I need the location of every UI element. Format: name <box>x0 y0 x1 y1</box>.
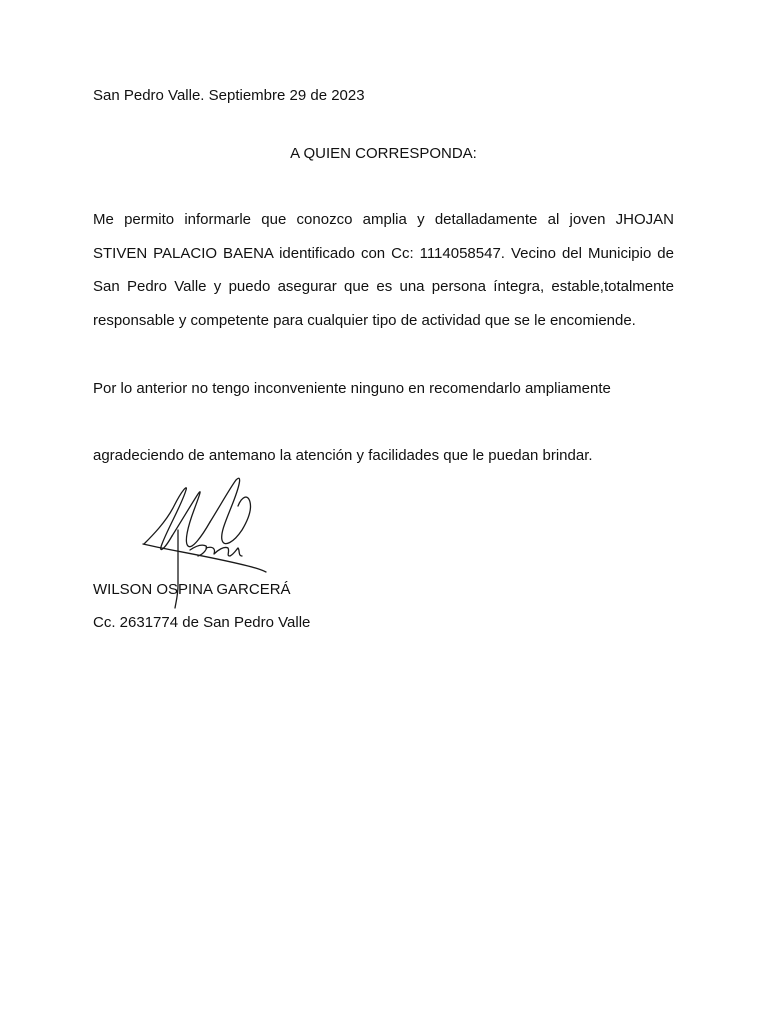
salutation: A QUIEN CORRESPONDA: <box>290 145 477 162</box>
paragraph-1-line: STIVEN PALACIO BAENA identificado con Cc: 1114058547. Vecino del Municipio de <box>93 244 674 262</box>
paragraph-3: agradeciendo de antemano la atención y facilidades que le puedan brindar. <box>93 447 593 464</box>
signer-name: WILSON OSPINA GARCERÁ <box>93 581 291 598</box>
paragraph-1-line: Me permito informarle que conozco amplia y detalladamente al joven JHOJAN <box>93 211 674 228</box>
paragraph-2: Por lo anterior no tengo inconveniente ninguno en recomendarlo ampliamente <box>93 380 611 397</box>
paragraph-1-line: San Pedro Valle y puedo asegurar que es una persona íntegra, estable,totalmente <box>93 278 674 296</box>
paragraph-1-line: responsable y competente para cualquier tipo de actividad que se le encomiende. <box>93 312 636 330</box>
paragraph-1 <box>93 203 674 338</box>
signer-id: Cc. 2631774 de San Pedro Valle <box>93 614 311 631</box>
date-line: San Pedro Valle. Septiembre 29 de 2023 <box>93 87 365 104</box>
